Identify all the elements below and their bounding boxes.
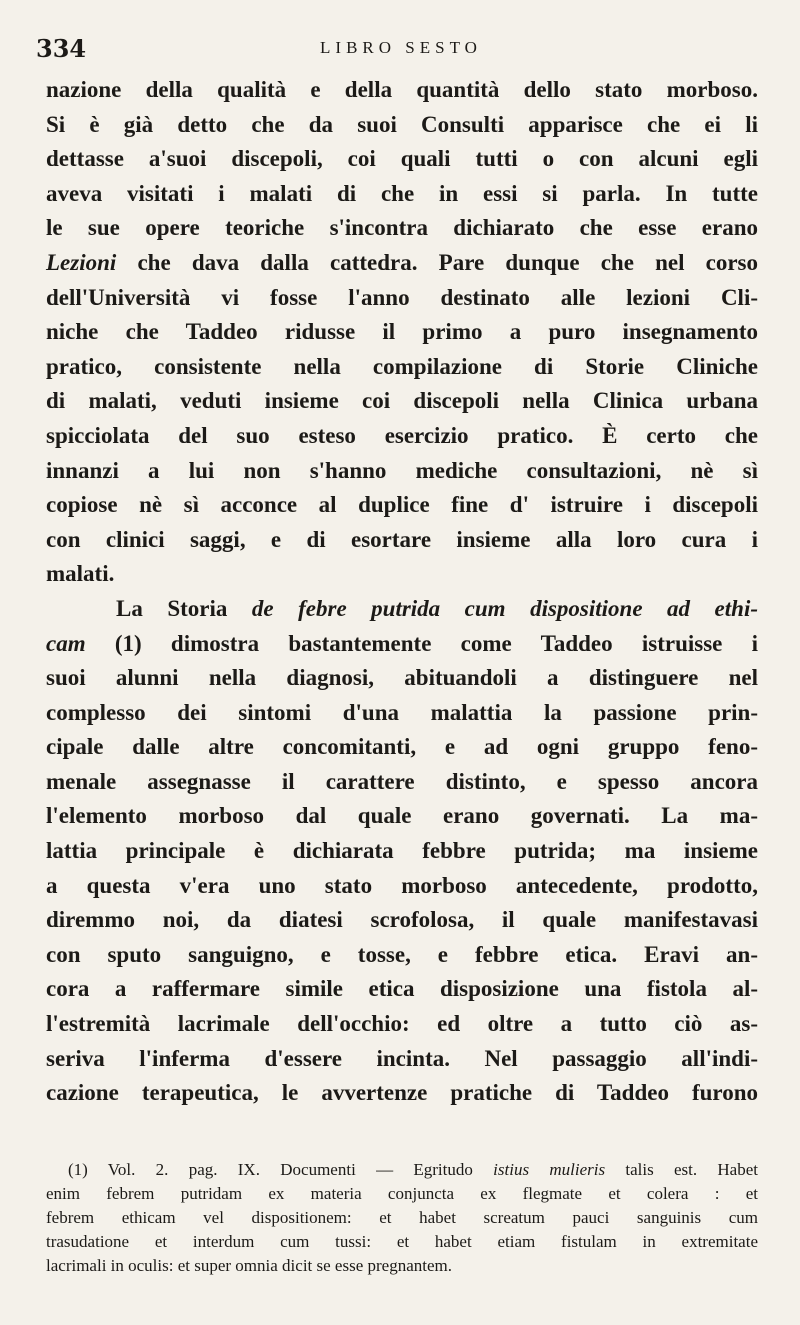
text-line: aveva visitati i malati di che in essi si parla. In tutte [46,180,758,206]
footnote-line: febrem ethicam vel dispositionem: et habet screatum pauci sanguinis cum [46,1208,758,1227]
text-line: dell'Università vi fosse l'anno destinato alle lezioni Cli- [46,284,758,310]
text-line: menale assegnasse il carattere distinto, e spesso ancora [46,768,758,794]
text-line: diremmo noi, da diatesi scrofolosa, il quale manifestavasi [46,907,758,933]
text-fragment: (1) dimostra bastantemente come Taddeo istruisse i [85,630,758,656]
footnote [46,1158,758,1278]
footnote-line: trasudatione et interdum cum tussi: et habet etiam fistulam in extremitate [46,1232,758,1251]
text-fragment: che dava dalla cattedra. Pare dunque che nel corso [116,249,758,275]
text-line: con clinici saggi, e di esortare insieme alla loro cura i [46,526,758,552]
text-fragment: La Storia [116,595,252,621]
text-line: l'elemento morboso dal quale erano governati. La ma- [46,803,758,829]
text-line: innanzi a lui non s'hanno mediche consultazioni, nè sì [46,457,758,483]
text-line: di malati, veduti insieme coi discepoli nella Clinica urbana [46,388,758,414]
text-line: cora a raffermare simile etica disposizione una fistola al- [46,976,758,1002]
text-line [46,627,758,662]
text-line: le sue opere teoriche s'incontra dichiarato che esse erano [46,215,758,241]
text-line: niche che Taddeo ridusse il primo a puro insegnamento [46,319,758,345]
text-line: malati. [46,561,115,587]
text-line: nazione della qualità e della quantità dello stato morboso. [46,77,758,102]
footnote-line [46,1158,758,1182]
text-line: cazione terapeutica, le avvertenze pratiche di Taddeo furono [46,1080,758,1106]
text-line: copiose nè sì acconce al duplice fine d' istruire i discepoli [46,492,758,518]
text-line [46,246,758,281]
italic-phrase: istius mulieris [493,1160,606,1179]
text-line: complesso dei sintomi d'una malattia la passione prin- [46,699,758,725]
footnote-line: lacrimali in oculis: et super omnia dicit se esse pregnantem. [46,1256,452,1275]
italic-title: de febre putrida cum dispositione ad ethi- [251,595,758,621]
text-line: dettasse a'suoi discepoli, coi quali tutti o con alcuni egli [46,146,758,172]
text-fragment: talis est. Habet [605,1160,759,1179]
text-line: pratico, consistente nella compilazione di Storie Cliniche [46,353,758,379]
text-line: lattia principale è dichiarata febbre putrida; ma insieme [46,838,758,864]
text-line: a questa v'era uno stato morboso antecedente, prodotto, [46,872,758,898]
text-line [46,592,758,627]
text-line: con sputo sanguigno, e tosse, e febbre etica. Eravi an- [46,941,758,967]
text-fragment: (1) Vol. 2. pag. IX. Documenti — Egritudo [68,1160,494,1179]
italic-title: cam [46,630,86,656]
text-line: spicciolata del suo esteso esercizio pratico. È certo che [46,422,758,448]
text-line: suoi alunni nella diagnosi, abituandoli a distinguere nel [46,665,758,691]
page-number: 334 [36,34,87,63]
running-head: LIBRO SESTO [320,38,482,57]
footnote-line: enim febrem putridam ex materia conjuncta ex flegmate et colera : et [46,1184,758,1203]
text-line: l'estremità lacrimale dell'occhio: ed oltre a tutto ciò as- [46,1011,758,1037]
text-line: seriva l'inferma d'essere incinta. Nel passaggio all'indi- [46,1045,758,1071]
text-line: cipale dalle altre concomitanti, e ad ogni gruppo feno- [46,734,758,760]
page-header [36,34,766,64]
text-line: Si è già detto che da suoi Consulti apparisce che ei li [46,111,758,137]
body-text [46,73,758,1111]
italic-term: Lezioni [46,249,117,275]
